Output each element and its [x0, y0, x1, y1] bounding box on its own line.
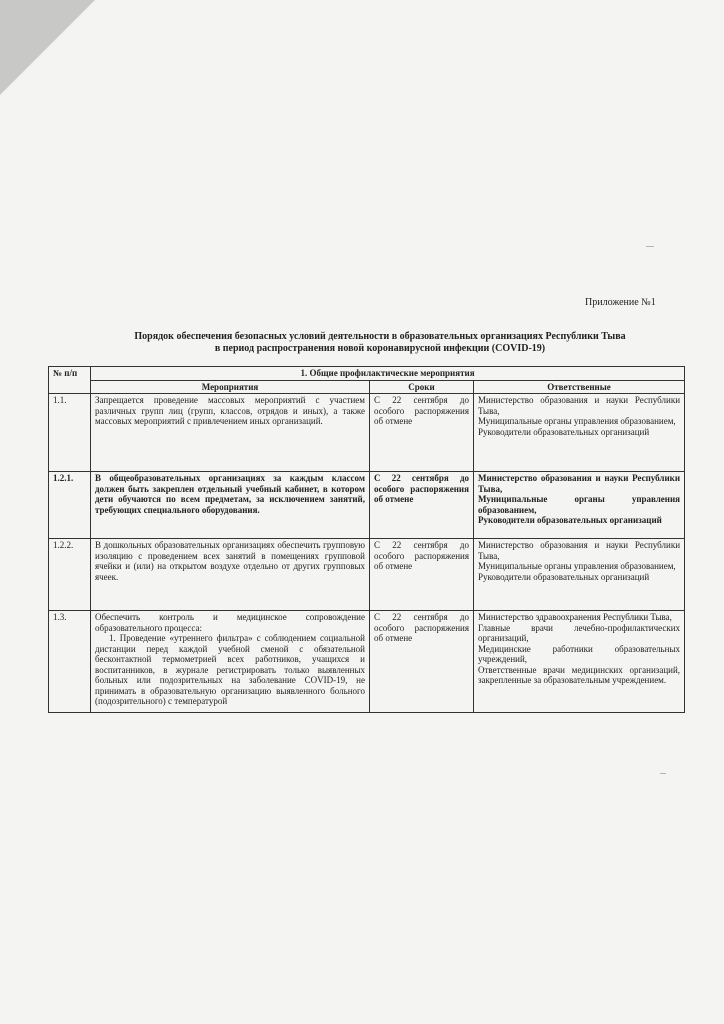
scan-corner-shadow — [0, 0, 95, 95]
responsible-item: Министерство образования и науки Республики Тыва, — [478, 540, 681, 561]
responsible-item: Муниципальные органы управления образованием, — [478, 494, 681, 515]
row-num: 1.2.1. — [49, 472, 91, 539]
responsible-item: Медицинские работники образовательных учреждений, — [478, 643, 681, 664]
header-terms: Сроки — [370, 380, 474, 394]
row-responsible — [474, 611, 685, 713]
responsible-item: Руководители образовательных организаций — [478, 571, 650, 582]
section-title: 1. Общие профилактические мероприятия — [91, 367, 685, 381]
row-terms: С 22 сентября до особого распоряжения об отмене — [370, 539, 474, 611]
header-responsible: Ответственные — [474, 380, 685, 394]
row-terms: С 22 сентября до особого распоряжения об отмене — [370, 611, 474, 713]
row-terms: С 22 сентября до особого распоряжения об отмене — [370, 394, 474, 472]
table-row — [49, 611, 685, 713]
responsible-item: Руководители образовательных организаций — [478, 515, 662, 525]
section-header-row — [49, 367, 685, 381]
measure-item: 1. Проведение «утреннего фильтра» с соблюдением социальной дистанции перед каждой учебной сменой с обязательной бесконтактной термометрией всех работников, учащихся и воспитанников, в журнале регистрировать только выявленных больных или подозрительных на заболевание COVID-19, не принимать в образовательную организацию выявленного больного (подозрительного) с температурой — [95, 633, 365, 706]
responsible-item: Муниципальные органы управления образованием, — [478, 416, 676, 426]
responsible-item: Министерство образования и науки Республики Тыва, — [478, 473, 681, 494]
row-measure: В дошкольных образовательных организациях обеспечить групповую изоляцию с проведением всех занятий в помещениях групповой ячейки и (или) на открытом воздухе отдельно от других групповых ячеек. — [91, 539, 370, 611]
scan-speck — [660, 773, 666, 774]
header-measures: Мероприятия — [91, 380, 370, 394]
responsible-item: Ответственные врачи медицинских организаций, закрепленные за образовательным учреждением. — [478, 664, 681, 685]
measures-table — [48, 366, 685, 713]
row-terms: С 22 сентября до особого распоряжения об отмене — [370, 472, 474, 539]
table-row — [49, 539, 685, 611]
table-row — [49, 394, 685, 472]
table-row — [49, 472, 685, 539]
title-line-2: в период распространения новой коронавирусной инфекции (COVID-19) — [214, 343, 546, 354]
responsible-item: Муниципальные органы управления образованием, — [478, 561, 676, 571]
row-num: 1.3. — [49, 611, 91, 713]
row-measure: Запрещается проведение массовых мероприятий с участием различных групп лиц (групп, классов, отрядов и иных), а также массовых мероприятий с привлечением иных организаций. — [91, 394, 370, 472]
responsible-item: Главные врачи лечебно-профилактических организаций, — [478, 622, 681, 643]
scan-speck — [646, 246, 654, 247]
row-responsible — [474, 539, 685, 611]
row-responsible — [474, 472, 685, 539]
header-num: № п/п — [49, 367, 91, 394]
document-title — [60, 331, 700, 355]
responsible-item: Министерство образования и науки Республики Тыва, — [478, 395, 681, 416]
row-measure: В общеобразовательных организациях за каждым классом должен быть закреплен отдельный учебный кабинет, в котором дети обучаются по всем предметам, за исключением занятий, требующих специального оборудования. — [91, 472, 370, 539]
column-header-row — [49, 380, 685, 394]
responsible-item: Руководители образовательных организаций — [478, 426, 650, 437]
responsible-item: Министерство здравоохранения Республики Тыва, — [478, 612, 672, 622]
measure-intro: Обеспечить контроль и медицинское сопровождение образовательного процесса: — [95, 612, 365, 633]
row-responsible — [474, 394, 685, 472]
row-num: 1.2.2. — [49, 539, 91, 611]
title-line-1: Порядок обеспечения безопасных условий деятельности в образовательных организациях Республики Тыва — [134, 331, 626, 342]
annex-label: Приложение №1 — [585, 297, 656, 308]
row-num: 1.1. — [49, 394, 91, 472]
row-measure — [91, 611, 370, 713]
